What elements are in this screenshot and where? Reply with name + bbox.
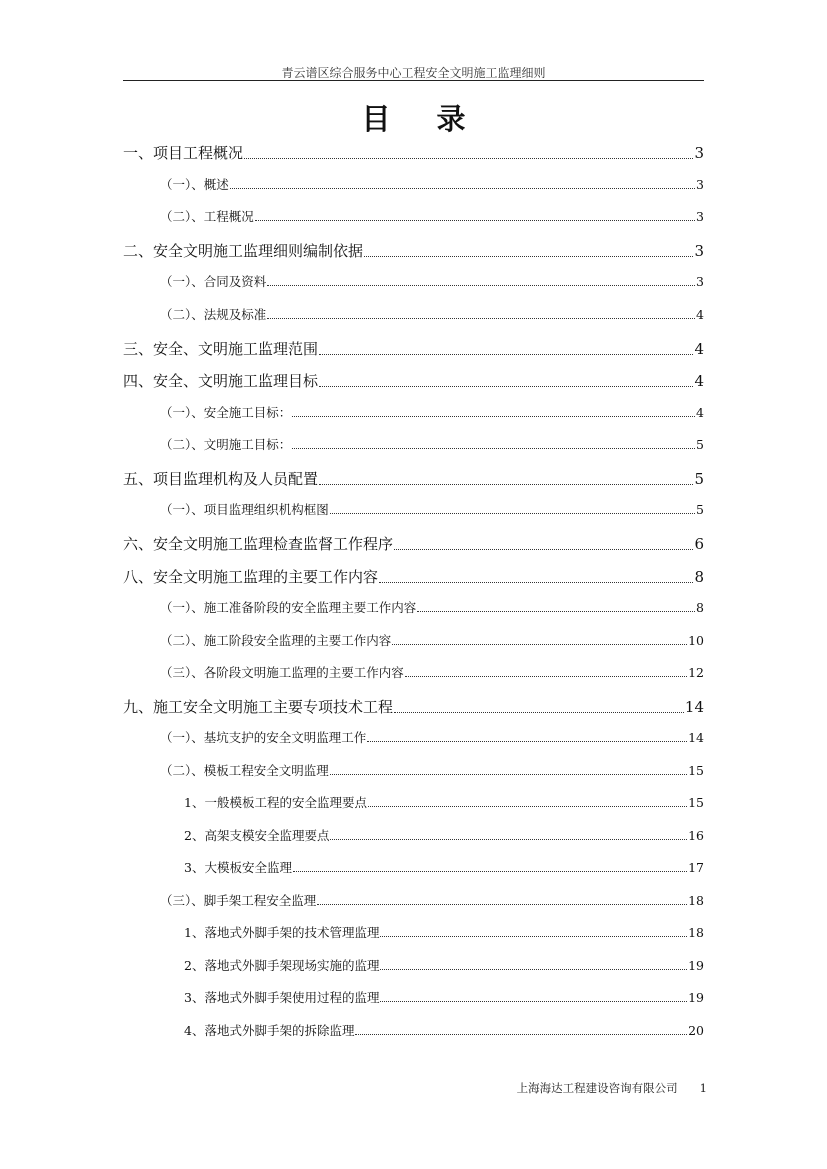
toc-leader-dots	[380, 968, 687, 970]
toc-entry[interactable]	[123, 533, 704, 554]
toc-entry[interactable]	[160, 175, 704, 193]
toc-entry-page: 20	[688, 1023, 704, 1038]
toc-entry-page: 4	[696, 405, 704, 420]
toc-entry[interactable]	[184, 923, 704, 941]
page-header-title: 青云谱区综合服务中心工程安全文明施工监理细则	[281, 66, 546, 80]
toc-leader-dots	[394, 711, 684, 713]
toc-leader-dots	[230, 187, 695, 189]
toc-entry-title: （一）、合同及资料	[160, 274, 267, 289]
toc-heading: 目 录	[361, 102, 484, 136]
toc-entry-page: 14	[688, 730, 704, 745]
toc-entry[interactable]	[184, 956, 704, 974]
toc-entry[interactable]	[160, 891, 704, 909]
toc-entry-page: 17	[688, 860, 704, 875]
toc-entry[interactable]	[160, 435, 704, 453]
toc-leader-dots	[244, 157, 693, 159]
toc-leader-dots	[255, 219, 695, 221]
toc-leader-dots	[368, 805, 687, 807]
toc-entry-title: 九、施工安全文明施工主要专项技术工程	[123, 698, 394, 716]
toc-entry-page: 8	[696, 600, 704, 615]
toc-entry-page: 16	[688, 828, 704, 843]
toc-entry-title: 四、安全、文明施工监理目标	[123, 372, 319, 390]
toc-entry-title: 五、项目监理机构及人员配置	[123, 470, 319, 488]
toc-entry-page: 4	[694, 372, 704, 390]
toc-leader-dots	[319, 483, 693, 485]
toc-entry-page: 10	[688, 633, 704, 648]
toc-entry-page: 3	[696, 209, 704, 224]
toc-entry-title: （二）、模板工程安全文明监理	[160, 763, 329, 778]
toc-entry-title: （一）、项目监理组织机构框图	[160, 502, 329, 517]
toc-entry[interactable]	[160, 500, 704, 518]
toc-entry[interactable]	[160, 663, 704, 681]
toc-entry-title: （一）、安全施工目标：	[160, 405, 292, 420]
footer-company: 上海海达工程建设咨询有限公司	[516, 1081, 678, 1095]
toc-entry-title: 1、一般模板工程的安全监理要点	[184, 795, 367, 810]
toc-entry-page: 5	[696, 502, 704, 517]
toc-entry-title: 六、安全文明施工监理检查监督工作程序	[123, 535, 394, 553]
toc-entry-title: （一）、概述	[160, 177, 229, 192]
toc-entry-page: 15	[688, 763, 704, 778]
toc-leader-dots	[330, 512, 695, 514]
toc-leader-dots	[293, 870, 687, 872]
toc-entry-page: 5	[696, 437, 704, 452]
toc-leader-dots	[267, 317, 695, 319]
toc-leader-dots	[379, 581, 693, 583]
toc-leader-dots	[317, 903, 687, 905]
toc-entry-page: 18	[688, 893, 704, 908]
toc-entry-page: 12	[688, 665, 704, 680]
toc-entry-page: 19	[688, 958, 704, 973]
toc-entry-page: 14	[684, 698, 704, 716]
toc-entry[interactable]	[160, 598, 704, 616]
page-footer	[517, 1080, 707, 1096]
toc-entry-title: （三）、各阶段文明施工监理的主要工作内容	[160, 665, 404, 680]
toc-entry-page: 3	[696, 177, 704, 192]
toc-entry[interactable]	[123, 566, 704, 587]
toc-entry-title: 三、安全、文明施工监理范围	[123, 340, 319, 358]
toc-entry-title: 一、项目工程概况	[123, 144, 244, 162]
toc-entry-title: （二）、法规及标准	[160, 307, 267, 322]
toc-leader-dots	[292, 447, 695, 449]
toc-leader-dots	[417, 610, 695, 612]
toc-leader-dots	[319, 385, 693, 387]
toc-entry-page: 4	[696, 307, 704, 322]
toc-entry-title: 4、落地式外脚手架的拆除监理	[184, 1023, 355, 1038]
toc-entry-title: 八、安全文明施工监理的主要工作内容	[123, 568, 379, 586]
toc-leader-dots	[380, 1000, 687, 1002]
toc-entry-page: 19	[688, 990, 704, 1005]
toc-entry-page: 5	[694, 470, 704, 488]
toc-entry[interactable]	[123, 370, 704, 391]
toc-entry[interactable]	[160, 728, 704, 746]
toc-leader-dots	[405, 675, 687, 677]
toc-entry-title: （一）、基坑支护的安全文明监理工作	[160, 730, 367, 745]
toc-leader-dots	[330, 773, 687, 775]
toc-entry-title: 3、大模板安全监理	[184, 860, 292, 875]
toc-entry[interactable]	[123, 696, 704, 717]
toc-leader-dots	[319, 353, 693, 355]
toc-leader-dots	[380, 935, 687, 937]
toc-entry[interactable]	[184, 1021, 704, 1039]
toc-entry-title: （三）、脚手架工程安全监理	[160, 893, 317, 908]
toc-entry-page: 3	[694, 242, 704, 260]
toc-entry-title: 二、安全文明施工监理细则编制依据	[123, 242, 364, 260]
toc-entry[interactable]	[184, 826, 704, 844]
toc-entry-title: （二）、文明施工目标：	[160, 437, 292, 452]
toc-entry-page: 3	[694, 144, 704, 162]
toc-entry-title: 2、落地式外脚手架现场实施的监理	[184, 958, 380, 973]
toc-entry-title: （二）、施工阶段安全监理的主要工作内容	[160, 633, 392, 648]
toc-entry[interactable]	[160, 272, 704, 290]
toc-entry-title: （一）、施工准备阶段的安全监理主要工作内容	[160, 600, 417, 615]
toc-leader-dots	[355, 1033, 687, 1035]
toc-entry-page: 6	[694, 535, 704, 553]
toc-leader-dots	[364, 255, 693, 257]
toc-entry-page: 3	[696, 274, 704, 289]
toc-entry[interactable]	[160, 631, 704, 649]
toc-leader-dots	[394, 548, 693, 550]
toc-leader-dots	[267, 284, 695, 286]
toc-entry[interactable]	[184, 858, 704, 876]
toc-entry[interactable]	[160, 403, 704, 421]
footer-page-number: 1	[699, 1081, 707, 1095]
toc-entry[interactable]	[184, 988, 704, 1006]
toc-entry-title: 2、高架支模安全监理要点	[184, 828, 330, 843]
toc-entry[interactable]	[123, 142, 704, 163]
toc-leader-dots	[330, 838, 687, 840]
toc-entry-title: 1、落地式外脚手架的技术管理监理	[184, 925, 380, 940]
toc-entry-page: 18	[688, 925, 704, 940]
toc-entry[interactable]	[184, 793, 704, 811]
toc-entry[interactable]	[123, 468, 704, 489]
toc-leader-dots	[392, 643, 687, 645]
toc-leader-dots	[292, 415, 695, 417]
toc-entry-page: 8	[694, 568, 704, 586]
toc-entry[interactable]	[160, 761, 704, 779]
toc-leader-dots	[367, 740, 687, 742]
toc-entry-page: 15	[688, 795, 704, 810]
toc-entry[interactable]	[160, 305, 704, 323]
toc-entry[interactable]	[123, 240, 704, 261]
toc-entry-title: 3、落地式外脚手架使用过程的监理	[184, 990, 380, 1005]
toc-entry-title: （二）、工程概况	[160, 209, 254, 224]
toc-entry-page: 4	[694, 340, 704, 358]
toc-entry[interactable]	[123, 338, 704, 359]
toc-entry[interactable]	[160, 207, 704, 225]
